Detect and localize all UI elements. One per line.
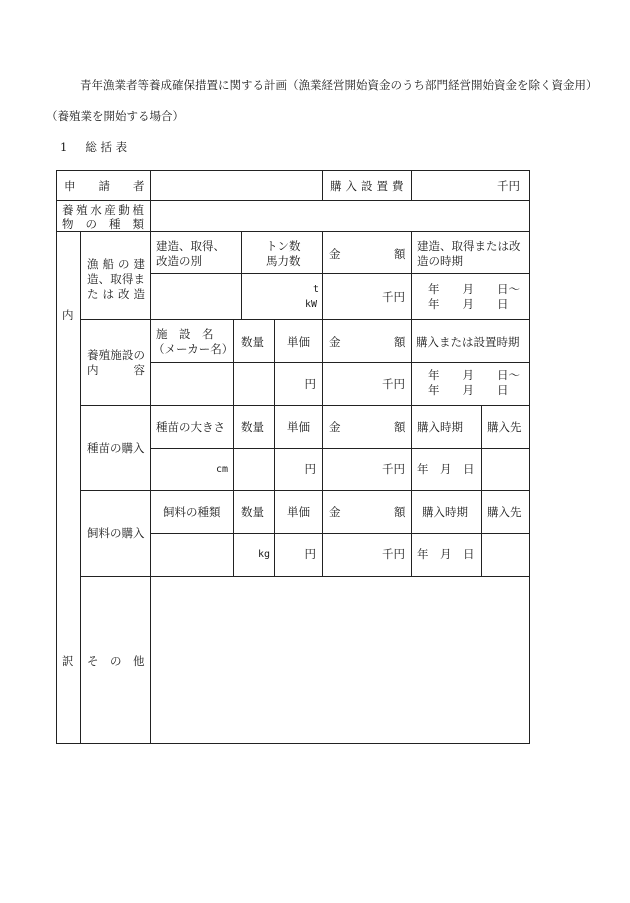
feed-col-source: 購入先 bbox=[487, 505, 522, 519]
facility-date-to: 年 月 日 bbox=[428, 383, 509, 397]
vessel-label-1: 漁船の建 bbox=[87, 257, 145, 271]
vessel-col-amount-2: 額 bbox=[394, 247, 406, 261]
feed-col-type: 飼料の種類 bbox=[163, 505, 221, 519]
vessel-unit-kw: kW bbox=[305, 299, 318, 310]
species-label-1: 養殖水産動植 bbox=[62, 203, 144, 217]
seedling-col-source: 購入先 bbox=[487, 420, 522, 434]
feed-col-time: 購入時期 bbox=[422, 505, 468, 519]
vessel-col-horsepower: 馬力数 bbox=[266, 254, 301, 268]
breakdown-top-char: 内 bbox=[62, 308, 74, 322]
seedling-label: 種苗の購入 bbox=[87, 441, 145, 455]
seedling-col-size: 種苗の大きさ bbox=[156, 420, 225, 434]
facility-col-price: 単価 bbox=[287, 335, 310, 349]
facility-col-name-1: 施 設 名 bbox=[156, 327, 214, 341]
feed-col-amount-2: 額 bbox=[394, 505, 406, 519]
seedling-unit-cm: cm bbox=[215, 464, 228, 475]
applicant-label: 申 請 者 bbox=[64, 179, 145, 193]
seedling-unit-yen: 円 bbox=[304, 462, 316, 476]
facility-unit-yen: 円 bbox=[304, 377, 316, 391]
seedling-col-qty: 数量 bbox=[241, 420, 264, 434]
feed-unit-kg: kg bbox=[257, 549, 270, 560]
facility-col-amount-1: 金 bbox=[329, 335, 341, 349]
breakdown-bottom-char: 訳 bbox=[62, 654, 74, 668]
page-subtitle: （養殖業を開始する場合） bbox=[46, 109, 184, 123]
feed-col-amount-1: 金 bbox=[329, 505, 341, 519]
seedling-col-price: 単価 bbox=[287, 420, 310, 434]
feed-unit-thousand-yen: 千円 bbox=[382, 547, 405, 561]
seedling-col-amount-1: 金 bbox=[329, 420, 341, 434]
facility-col-qty: 数量 bbox=[241, 335, 264, 349]
purchase-cost-label: 購入設置費 bbox=[330, 179, 408, 193]
facility-col-amount-2: 額 bbox=[394, 335, 406, 349]
facility-date-from: 年 月 日〜 bbox=[428, 368, 520, 382]
vessel-col-type-1: 建造、取得、 bbox=[156, 239, 225, 253]
purchase-cost-unit: 千円 bbox=[497, 179, 520, 193]
facility-col-name-2: （メーカー名） bbox=[153, 342, 234, 356]
section-label: 総 括 表 bbox=[85, 140, 128, 154]
feed-date: 年 月 日 bbox=[417, 547, 475, 561]
seedling-unit-thousand-yen: 千円 bbox=[382, 462, 405, 476]
facility-label-2: 内 容 bbox=[87, 363, 145, 377]
vessel-col-type-2: 改造の別 bbox=[156, 254, 202, 268]
feed-col-qty: 数量 bbox=[241, 505, 264, 519]
vessel-col-time-1: 建造、取得または改 bbox=[417, 239, 521, 253]
feed-col-price: 単価 bbox=[287, 505, 310, 519]
vessel-date-to: 年 月 日 bbox=[428, 297, 509, 311]
vessel-col-ton: トン数 bbox=[266, 239, 301, 253]
page-title: 青年漁業者等養成確保措置に関する計画（漁業経営開始資金のうち部門経営開始資金を除く資金用） bbox=[80, 78, 598, 92]
facility-col-time: 購入または設置時期 bbox=[416, 335, 520, 349]
feed-label: 飼料の購入 bbox=[87, 526, 145, 540]
vessel-unit-thousand-yen: 千円 bbox=[382, 290, 405, 304]
other-label: そ の 他 bbox=[87, 654, 145, 668]
species-label-2: 物 の 種 類 bbox=[62, 217, 144, 231]
seedling-date: 年 月 日 bbox=[417, 462, 475, 476]
facility-label-1: 養殖施設の bbox=[87, 348, 145, 362]
feed-unit-yen: 円 bbox=[304, 547, 316, 561]
vessel-label-3: たは改造 bbox=[87, 287, 145, 301]
section-number: 1 bbox=[60, 140, 68, 154]
facility-unit-thousand-yen: 千円 bbox=[382, 377, 405, 391]
vessel-label-2: 造、取得ま bbox=[87, 272, 145, 286]
vessel-col-time-2: 造の時期 bbox=[417, 254, 463, 268]
vessel-date-from: 年 月 日〜 bbox=[428, 282, 520, 296]
vessel-unit-t: t bbox=[313, 284, 320, 295]
seedling-col-amount-2: 額 bbox=[394, 420, 406, 434]
vessel-col-amount-1: 金 bbox=[329, 247, 341, 261]
seedling-col-time: 購入時期 bbox=[417, 420, 463, 434]
